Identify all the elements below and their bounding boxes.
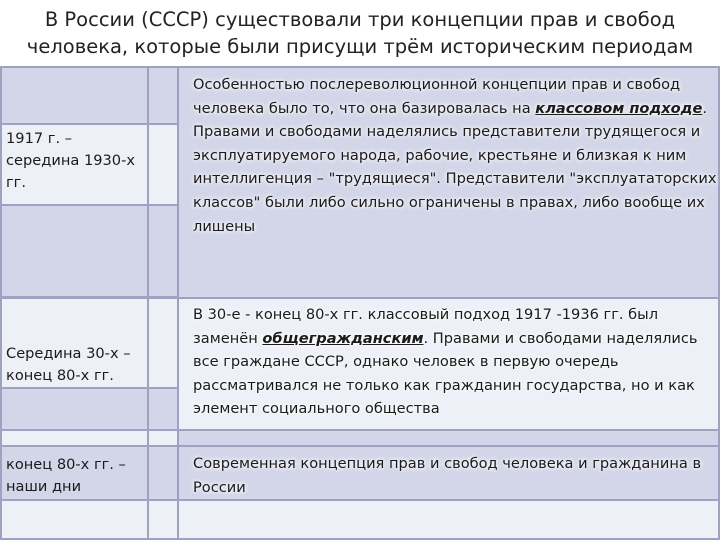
title-line-2: человека, которые были присущи трём историческим периодам bbox=[26, 35, 694, 58]
table-cell bbox=[149, 125, 177, 204]
table-cell bbox=[2, 206, 147, 296]
table-cell bbox=[149, 501, 177, 538]
title-line-1: В России (СССР) существовали три концепции прав и свобод bbox=[44, 8, 676, 31]
concept-description bbox=[193, 452, 717, 499]
description-text: . Правами и свободами наделялись все граждане СССР, однако человек в первую очередь рассматривался не только как гражданин государства, но и как элемент социального общества bbox=[193, 329, 698, 418]
description-text: Особенностью послереволюционной концепции прав и свобод человека было то, что она базировалась на bbox=[193, 76, 681, 117]
description-text: В 30-е - конец 80-х гг. классовый подход 1917 -1936 гг. был заменён bbox=[193, 306, 659, 347]
page-title bbox=[0, 6, 720, 60]
description-emphasis: классовом подходе bbox=[535, 99, 703, 117]
description-text: . Правами и свободами наделялись представители трудящегося и эксплуатируемого народа, рабочие, крестьяне и близкая к ним интеллигенция – "трудящиеся". Представители "эксплуататорских классов" были либо сильно ограничены в правах, либо вообще их лишены bbox=[193, 99, 717, 235]
period-label: конец 80-х гг. – наши дни bbox=[6, 456, 126, 495]
table-cell bbox=[2, 68, 147, 123]
table-cell bbox=[179, 431, 718, 445]
concepts-table bbox=[0, 66, 720, 540]
table-cell bbox=[149, 447, 177, 499]
table-cell bbox=[149, 299, 177, 387]
table-cell bbox=[149, 389, 177, 429]
table-cell bbox=[149, 68, 177, 123]
description-text: Современная концепция прав и свобод человека и гражданина в России bbox=[193, 455, 702, 496]
table-cell bbox=[2, 501, 147, 538]
table-cell bbox=[2, 389, 147, 429]
table-cell bbox=[149, 431, 177, 445]
concept-description bbox=[193, 303, 717, 421]
concept-description bbox=[193, 73, 717, 238]
table-cell bbox=[2, 431, 147, 445]
table-cell bbox=[149, 206, 177, 296]
description-emphasis: общегражданским bbox=[262, 329, 424, 347]
period-label: Середина 30-х – конец 80-х гг. bbox=[6, 345, 131, 384]
table-cell bbox=[179, 501, 718, 538]
period-label: 1917 г. – середина 1930-х гг. bbox=[6, 130, 135, 191]
